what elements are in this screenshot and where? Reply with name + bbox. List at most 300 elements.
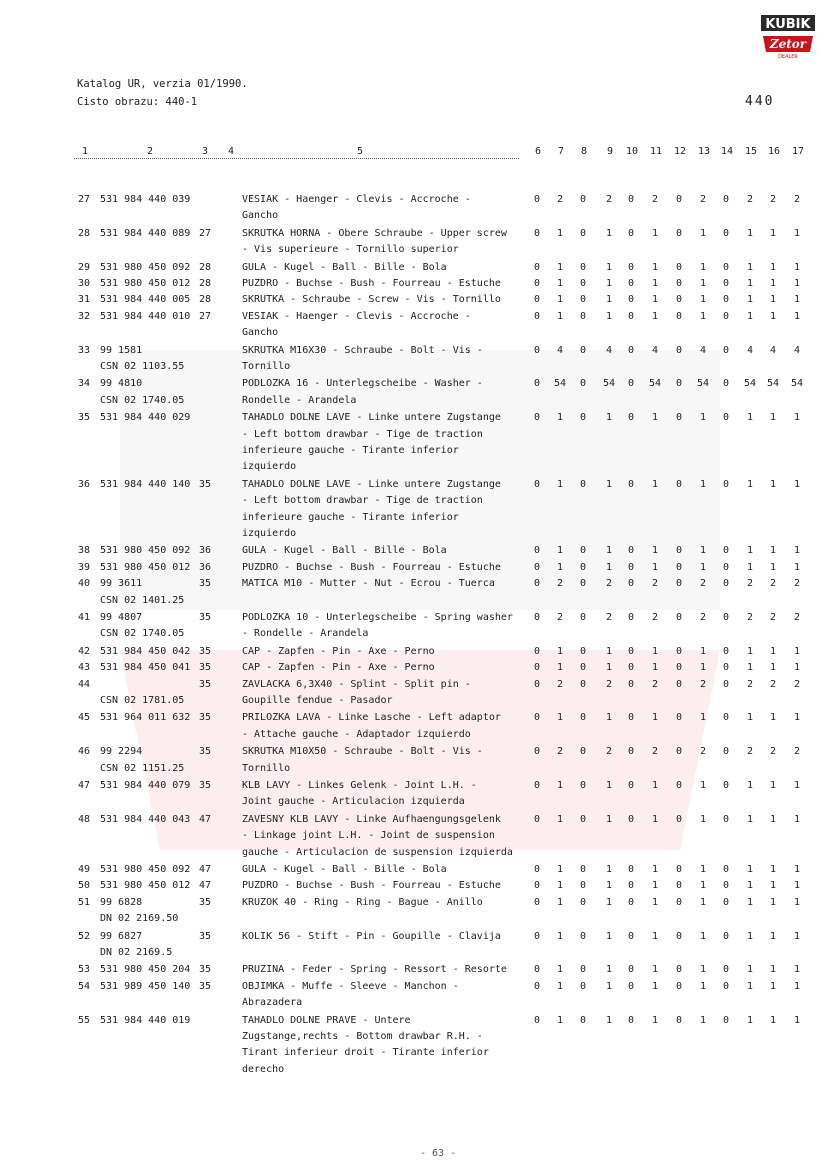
quantity-col-10: 0 xyxy=(627,278,635,289)
description: ZAVESNY KLB LAVY - Linke Aufhaengungsgelenk - Linkage joint L.H. - Joint de suspension gauche - Articulacion de suspension izquierda xyxy=(242,813,513,858)
standard-number: CSN 02 1151.25 xyxy=(100,762,185,774)
quantity-col-16: 1 xyxy=(769,294,777,306)
table-row xyxy=(0,744,826,777)
position-ref: 28 xyxy=(199,261,212,273)
quantity-col-12: 0 xyxy=(675,662,683,674)
quantity-col-11: 1 xyxy=(651,310,659,322)
table-row xyxy=(0,610,826,643)
quantity-col-13: 2 xyxy=(699,678,707,690)
part-number: 531 984 440 079 xyxy=(100,780,191,791)
quantity-col-15: 1 xyxy=(746,964,754,976)
position-ref: 35 xyxy=(199,645,212,657)
quantity-col-16: 1 xyxy=(769,780,777,791)
quantity-col-8: 0 xyxy=(579,612,587,623)
quantity-col-13: 1 xyxy=(699,227,707,239)
quantity-col-9: 1 xyxy=(605,278,613,289)
quantity-col-14: 0 xyxy=(722,1014,730,1026)
quantity-col-12: 0 xyxy=(675,412,683,424)
table-row xyxy=(0,644,826,660)
quantity-col-13: 1 xyxy=(699,278,707,289)
quantity-col-7: 1 xyxy=(556,712,564,724)
quantity-col-16: 1 xyxy=(769,864,777,875)
position-ref: 35 xyxy=(199,578,212,590)
quantity-col-7: 1 xyxy=(556,261,564,273)
quantity-col-6: 0 xyxy=(533,261,541,273)
quantity-col-7: 4 xyxy=(556,344,564,356)
quantity-col-15: 1 xyxy=(746,294,754,306)
quantity-col-11: 1 xyxy=(651,545,659,557)
quantity-col-16: 1 xyxy=(769,930,777,942)
quantity-col-14: 0 xyxy=(722,561,730,573)
quantity-col-9: 2 xyxy=(605,578,613,590)
standard-number: CSN 02 1781.05 xyxy=(100,694,185,706)
part-number: 99 3611 xyxy=(100,578,143,590)
quantity-col-14: 0 xyxy=(722,194,730,205)
quantity-col-13: 2 xyxy=(699,612,707,623)
part-number: 531 980 450 092 xyxy=(100,545,191,557)
column-header-14: 14 xyxy=(720,146,734,157)
quantity-col-16: 4 xyxy=(769,344,777,356)
quantity-col-11: 1 xyxy=(651,930,659,942)
quantity-col-7: 2 xyxy=(556,194,564,205)
quantity-col-17: 1 xyxy=(793,930,801,942)
description: PUZDRO - Buchse - Bush - Fourreau - Estuche xyxy=(242,561,501,573)
page-footer: - 63 - xyxy=(420,1148,457,1159)
quantity-col-15: 2 xyxy=(746,746,754,758)
description: VESIAK - Haenger - Clevis - Accroche - Gancho xyxy=(242,310,471,339)
quantity-col-13: 1 xyxy=(699,545,707,557)
quantity-col-14: 0 xyxy=(722,980,730,992)
position-ref: 35 xyxy=(199,980,212,992)
quantity-col-8: 0 xyxy=(579,813,587,825)
quantity-col-11: 1 xyxy=(651,1014,659,1026)
quantity-col-9: 1 xyxy=(605,880,613,892)
quantity-col-11: 1 xyxy=(651,896,659,908)
logo-tiny-text: DEALER xyxy=(778,54,798,60)
quantity-col-17: 2 xyxy=(793,194,801,205)
quantity-col-8: 0 xyxy=(579,194,587,205)
quantity-col-12: 0 xyxy=(675,561,683,573)
part-number: 99 2294 xyxy=(100,746,143,758)
quantity-col-15: 1 xyxy=(746,880,754,892)
position-ref: 35 xyxy=(199,964,212,976)
table-row xyxy=(0,862,826,878)
quantity-col-14: 0 xyxy=(722,278,730,289)
quantity-col-17: 1 xyxy=(793,645,801,657)
quantity-col-10: 0 xyxy=(627,780,635,791)
quantity-col-6: 0 xyxy=(533,478,541,490)
quantity-col-17: 2 xyxy=(793,678,801,690)
quantity-col-12: 0 xyxy=(675,880,683,892)
standard-number: CSN 02 1740.05 xyxy=(100,394,185,406)
quantity-col-17: 1 xyxy=(793,412,801,424)
part-number: 99 6827 xyxy=(100,930,143,942)
quantity-col-8: 0 xyxy=(579,712,587,724)
quantity-col-15: 1 xyxy=(746,545,754,557)
column-header-15: 15 xyxy=(744,146,758,157)
quantity-col-6: 0 xyxy=(533,310,541,322)
quantity-col-14: 0 xyxy=(722,780,730,791)
quantity-col-15: 1 xyxy=(746,662,754,674)
quantity-col-7: 1 xyxy=(556,412,564,424)
quantity-col-13: 1 xyxy=(699,412,707,424)
row-number: 45 xyxy=(77,712,90,724)
quantity-col-8: 0 xyxy=(579,310,587,322)
quantity-col-17: 2 xyxy=(793,746,801,758)
table-row xyxy=(0,710,826,743)
quantity-col-13: 1 xyxy=(699,561,707,573)
row-number: 36 xyxy=(77,478,90,490)
column-header-10: 10 xyxy=(625,146,639,157)
part-number: 531 984 440 140 xyxy=(100,478,191,490)
quantity-col-17: 1 xyxy=(793,712,801,724)
row-number: 29 xyxy=(77,261,90,273)
quantity-col-8: 0 xyxy=(579,261,587,273)
row-number: 31 xyxy=(77,294,90,306)
quantity-col-13: 2 xyxy=(699,194,707,205)
quantity-col-15: 1 xyxy=(746,645,754,657)
standard-number: CSN 02 1740.05 xyxy=(100,628,185,640)
quantity-col-14: 0 xyxy=(722,261,730,273)
part-number: 531 989 450 140 xyxy=(100,980,191,992)
description: SKRUTKA M10X50 - Schraube - Bolt - Vis - Tornillo xyxy=(242,746,483,774)
quantity-col-10: 0 xyxy=(627,194,635,205)
quantity-col-10: 0 xyxy=(627,310,635,322)
quantity-col-16: 2 xyxy=(769,612,777,623)
quantity-col-10: 0 xyxy=(627,813,635,825)
quantity-col-9: 1 xyxy=(605,780,613,791)
quantity-col-12: 0 xyxy=(675,261,683,273)
quantity-col-15: 2 xyxy=(746,194,754,205)
part-number: 99 4807 xyxy=(100,612,143,623)
quantity-col-10: 0 xyxy=(627,578,635,590)
quantity-col-10: 0 xyxy=(627,746,635,758)
position-ref: 47 xyxy=(199,880,212,892)
part-number: 531 984 440 029 xyxy=(100,412,191,424)
position-ref: 35 xyxy=(199,662,212,674)
column-header-9: 9 xyxy=(606,146,614,157)
quantity-col-14: 0 xyxy=(722,227,730,239)
quantity-col-6: 0 xyxy=(533,378,541,390)
quantity-col-7: 54 xyxy=(553,378,567,390)
quantity-col-9: 2 xyxy=(605,746,613,758)
quantity-col-16: 1 xyxy=(769,1014,777,1026)
quantity-col-6: 0 xyxy=(533,194,541,205)
description: OBJIMKA - Muffe - Sleeve - Manchon - Abrazadera xyxy=(242,980,459,1009)
quantity-col-15: 1 xyxy=(746,1014,754,1026)
quantity-col-6: 0 xyxy=(533,980,541,992)
quantity-col-16: 1 xyxy=(769,662,777,674)
quantity-col-12: 0 xyxy=(675,227,683,239)
quantity-col-15: 1 xyxy=(746,896,754,908)
quantity-col-16: 2 xyxy=(769,578,777,590)
quantity-col-7: 1 xyxy=(556,227,564,239)
row-number: 41 xyxy=(77,612,90,623)
quantity-col-11: 2 xyxy=(651,578,659,590)
quantity-col-11: 2 xyxy=(651,678,659,690)
row-number: 42 xyxy=(77,645,90,657)
quantity-col-15: 1 xyxy=(746,813,754,825)
table-row xyxy=(0,962,826,978)
part-number: 531 980 450 092 xyxy=(100,261,191,273)
quantity-col-11: 1 xyxy=(651,294,659,306)
quantity-col-14: 0 xyxy=(722,378,730,390)
quantity-col-6: 0 xyxy=(533,662,541,674)
quantity-col-13: 1 xyxy=(699,813,707,825)
table-row xyxy=(0,343,826,376)
part-number: 99 6828 xyxy=(100,896,143,908)
quantity-col-8: 0 xyxy=(579,227,587,239)
row-number: 40 xyxy=(77,578,90,590)
quantity-col-13: 1 xyxy=(699,780,707,791)
description: PUZDRO - Buchse - Bush - Fourreau - Estuche xyxy=(242,880,501,892)
quantity-col-6: 0 xyxy=(533,344,541,356)
quantity-col-7: 1 xyxy=(556,561,564,573)
row-number: 39 xyxy=(77,561,90,573)
quantity-col-16: 1 xyxy=(769,980,777,992)
quantity-col-10: 0 xyxy=(627,344,635,356)
quantity-col-8: 0 xyxy=(579,678,587,690)
position-ref: 35 xyxy=(199,780,212,791)
quantity-col-17: 2 xyxy=(793,578,801,590)
quantity-col-13: 1 xyxy=(699,896,707,908)
quantity-col-7: 1 xyxy=(556,545,564,557)
quantity-col-17: 1 xyxy=(793,1014,801,1026)
quantity-col-15: 54 xyxy=(743,378,757,390)
table-row xyxy=(0,576,826,609)
quantity-col-10: 0 xyxy=(627,880,635,892)
quantity-col-15: 1 xyxy=(746,561,754,573)
position-ref: 28 xyxy=(199,278,212,289)
quantity-col-11: 54 xyxy=(648,378,662,390)
table-row xyxy=(0,979,826,1012)
quantity-col-11: 1 xyxy=(651,561,659,573)
column-header-7: 7 xyxy=(557,146,565,157)
description: SKRUTKA M16X30 - Schraube - Bolt - Vis - Tornillo xyxy=(242,344,483,372)
position-ref: 47 xyxy=(199,813,212,825)
table-row xyxy=(0,560,826,576)
quantity-col-7: 1 xyxy=(556,896,564,908)
table-row xyxy=(0,260,826,276)
part-number: 531 984 440 010 xyxy=(100,310,191,322)
quantity-col-16: 1 xyxy=(769,227,777,239)
row-number: 48 xyxy=(77,813,90,825)
part-number: 531 980 450 012 xyxy=(100,561,191,573)
quantity-col-11: 1 xyxy=(651,964,659,976)
quantity-col-12: 0 xyxy=(675,964,683,976)
row-number: 38 xyxy=(77,545,90,557)
column-header-8: 8 xyxy=(580,146,588,157)
quantity-col-6: 0 xyxy=(533,813,541,825)
position-ref: 36 xyxy=(199,545,212,557)
quantity-col-15: 1 xyxy=(746,261,754,273)
row-number: 53 xyxy=(77,964,90,976)
quantity-col-17: 1 xyxy=(793,478,801,490)
quantity-col-12: 0 xyxy=(675,930,683,942)
position-ref: 35 xyxy=(199,930,212,942)
part-number: 531 984 440 039 xyxy=(100,194,191,205)
position-ref: 27 xyxy=(199,227,212,239)
quantity-col-14: 0 xyxy=(722,746,730,758)
quantity-col-16: 54 xyxy=(766,378,780,390)
table-row xyxy=(0,677,826,710)
row-number: 50 xyxy=(77,880,90,892)
position-ref: 47 xyxy=(199,864,212,875)
quantity-col-12: 0 xyxy=(675,780,683,791)
quantity-col-11: 1 xyxy=(651,261,659,273)
quantity-col-12: 0 xyxy=(675,478,683,490)
quantity-col-11: 2 xyxy=(651,746,659,758)
part-number: 531 980 450 012 xyxy=(100,880,191,892)
quantity-col-11: 1 xyxy=(651,478,659,490)
quantity-col-14: 0 xyxy=(722,478,730,490)
column-header-1: 1 xyxy=(82,146,89,157)
quantity-col-14: 0 xyxy=(722,678,730,690)
quantity-col-7: 1 xyxy=(556,864,564,875)
quantity-col-10: 0 xyxy=(627,294,635,306)
quantity-col-17: 1 xyxy=(793,227,801,239)
quantity-col-6: 0 xyxy=(533,561,541,573)
quantity-col-10: 0 xyxy=(627,378,635,390)
column-header-13: 13 xyxy=(697,146,711,157)
quantity-col-16: 2 xyxy=(769,678,777,690)
standard-number: CSN 02 1103.55 xyxy=(100,360,185,372)
table-row xyxy=(0,309,826,342)
row-number: 47 xyxy=(77,780,90,791)
quantity-col-10: 0 xyxy=(627,645,635,657)
table-row xyxy=(0,812,826,861)
quantity-col-12: 0 xyxy=(675,864,683,875)
description: CAP - Zapfen - Pin - Axe - Perno xyxy=(242,662,435,674)
standard-number: DN 02 2169.5 xyxy=(100,946,173,958)
quantity-col-17: 1 xyxy=(793,310,801,322)
quantity-col-17: 1 xyxy=(793,880,801,892)
part-number: 531 984 450 041 xyxy=(100,662,191,674)
quantity-col-15: 1 xyxy=(746,780,754,791)
quantity-col-12: 0 xyxy=(675,980,683,992)
quantity-col-7: 1 xyxy=(556,645,564,657)
description: KOLIK 56 - Stift - Pin - Goupille - Clavija xyxy=(242,930,501,942)
row-number: 32 xyxy=(77,310,90,322)
quantity-col-14: 0 xyxy=(722,612,730,623)
column-header-12: 12 xyxy=(673,146,687,157)
quantity-col-7: 1 xyxy=(556,1014,564,1026)
quantity-col-9: 1 xyxy=(605,930,613,942)
quantity-col-10: 0 xyxy=(627,261,635,273)
quantity-col-10: 0 xyxy=(627,896,635,908)
table-row xyxy=(0,543,826,559)
quantity-col-7: 2 xyxy=(556,678,564,690)
position-ref: 35 xyxy=(199,678,212,690)
quantity-col-12: 0 xyxy=(675,645,683,657)
kubik-zetor-logo xyxy=(760,14,816,60)
quantity-col-17: 1 xyxy=(793,980,801,992)
quantity-col-6: 0 xyxy=(533,578,541,590)
quantity-col-11: 1 xyxy=(651,645,659,657)
quantity-col-6: 0 xyxy=(533,678,541,690)
quantity-col-17: 1 xyxy=(793,662,801,674)
position-ref: 36 xyxy=(199,561,212,573)
quantity-col-11: 1 xyxy=(651,712,659,724)
description: CAP - Zapfen - Pin - Axe - Perno xyxy=(242,645,435,657)
table-row xyxy=(0,276,826,292)
quantity-col-11: 1 xyxy=(651,412,659,424)
quantity-col-10: 0 xyxy=(627,864,635,875)
quantity-col-9: 1 xyxy=(605,545,613,557)
description: PODLOZKA 10 - Unterlegscheibe - Spring washer - Rondelle - Arandela xyxy=(242,612,513,640)
quantity-col-6: 0 xyxy=(533,746,541,758)
quantity-col-9: 1 xyxy=(605,412,613,424)
quantity-col-16: 1 xyxy=(769,278,777,289)
quantity-col-12: 0 xyxy=(675,278,683,289)
part-number: 531 984 440 043 xyxy=(100,813,191,825)
quantity-col-9: 1 xyxy=(605,261,613,273)
quantity-col-16: 1 xyxy=(769,545,777,557)
quantity-col-8: 0 xyxy=(579,864,587,875)
quantity-col-10: 0 xyxy=(627,412,635,424)
quantity-col-12: 0 xyxy=(675,194,683,205)
description: TAHADLO DOLNE LAVE - Linke untere Zugstange - Left bottom drawbar - Tige de traction inferieure gauche - Tirante inferior izquierdo xyxy=(242,412,501,473)
part-number: 531 984 440 089 xyxy=(100,227,191,239)
quantity-col-7: 1 xyxy=(556,880,564,892)
quantity-col-13: 4 xyxy=(699,344,707,356)
quantity-col-15: 1 xyxy=(746,864,754,875)
quantity-col-17: 1 xyxy=(793,261,801,273)
description: TAHADLO DOLNE PRAVE - Untere Zugstange,rechts - Bottom drawbar R.H. - Tirant inferieur droit - Tirante inferior derecho xyxy=(242,1014,489,1075)
figure-number-line: Cisto obrazu: 440-1 xyxy=(77,96,198,108)
quantity-col-14: 0 xyxy=(722,896,730,908)
row-number: 49 xyxy=(77,864,90,875)
table-row xyxy=(0,878,826,894)
quantity-col-14: 0 xyxy=(722,712,730,724)
quantity-col-9: 1 xyxy=(605,662,613,674)
row-number: 28 xyxy=(77,227,90,239)
description: PRUZINA - Feder - Spring - Ressort - Resorte xyxy=(242,964,507,976)
description: GULA - Kugel - Ball - Bille - Bola xyxy=(242,545,447,557)
column-header-6: 6 xyxy=(534,146,542,157)
quantity-col-10: 0 xyxy=(627,930,635,942)
quantity-col-11: 1 xyxy=(651,813,659,825)
quantity-col-11: 1 xyxy=(651,780,659,791)
quantity-col-9: 1 xyxy=(605,813,613,825)
table-row xyxy=(0,292,826,308)
quantity-col-7: 1 xyxy=(556,294,564,306)
row-number: 44 xyxy=(77,678,90,690)
quantity-col-9: 1 xyxy=(605,561,613,573)
quantity-col-8: 0 xyxy=(579,278,587,289)
quantity-col-11: 1 xyxy=(651,662,659,674)
quantity-col-10: 0 xyxy=(627,478,635,490)
quantity-col-14: 0 xyxy=(722,310,730,322)
quantity-col-8: 0 xyxy=(579,1014,587,1026)
part-number: 531 984 440 005 xyxy=(100,294,191,306)
quantity-col-9: 2 xyxy=(605,612,613,623)
quantity-col-7: 2 xyxy=(556,578,564,590)
part-number: 99 4810 xyxy=(100,378,143,390)
quantity-col-10: 0 xyxy=(627,545,635,557)
quantity-col-9: 2 xyxy=(605,678,613,690)
part-number: 531 980 450 012 xyxy=(100,278,191,289)
quantity-col-9: 2 xyxy=(605,194,613,205)
quantity-col-7: 1 xyxy=(556,780,564,791)
table-row xyxy=(0,1013,826,1079)
table-row xyxy=(0,410,826,476)
quantity-col-10: 0 xyxy=(627,1014,635,1026)
description: SKRUTKA HORNA - Obere Schraube - Upper screw - Vis superieure - Tornillo superior xyxy=(242,227,507,256)
quantity-col-15: 1 xyxy=(746,278,754,289)
quantity-col-6: 0 xyxy=(533,412,541,424)
quantity-col-16: 1 xyxy=(769,561,777,573)
